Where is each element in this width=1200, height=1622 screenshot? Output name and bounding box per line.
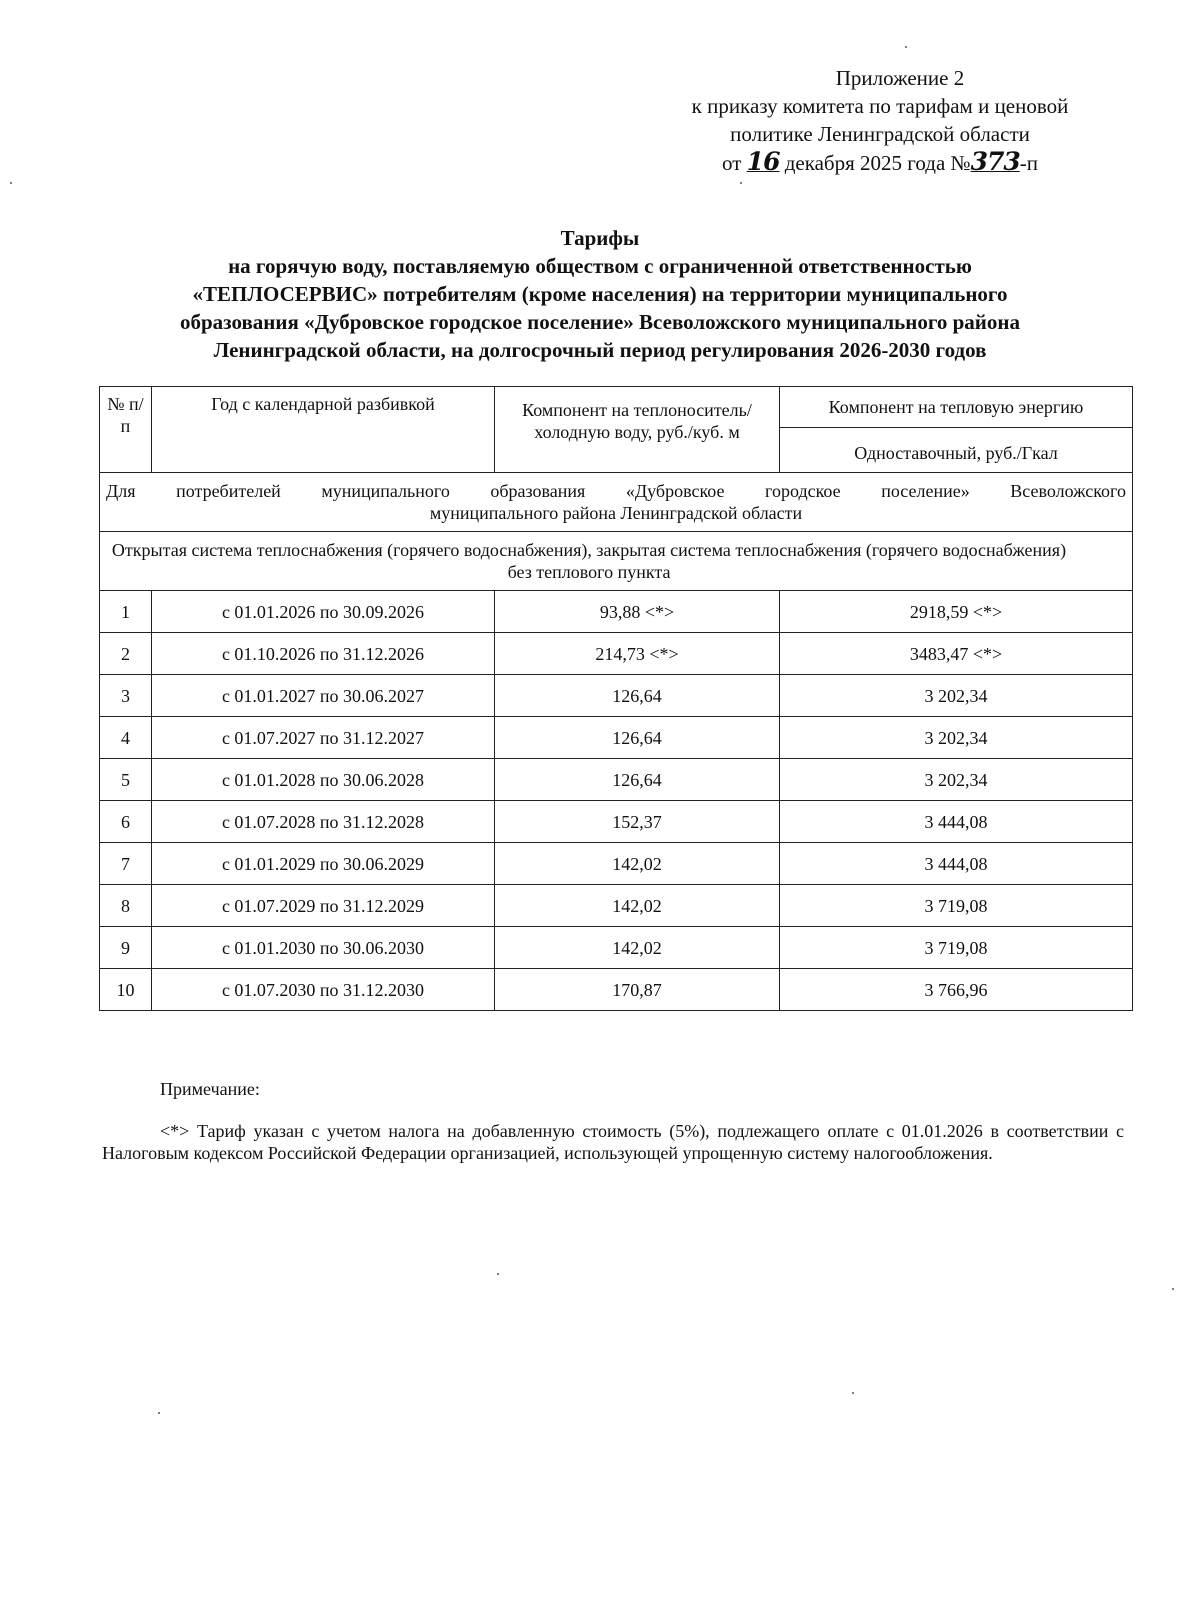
handwritten-order-number: 373 [970,147,1020,176]
handwritten-day: 16 [746,147,780,176]
header-num: № п/п [100,387,152,473]
row-num-cell: 4 [100,717,152,759]
table-row [100,969,1133,1011]
row-period-cell: с 01.01.2029 по 30.06.2029 [152,843,495,885]
row-carrier-cell: 126,64 [495,675,780,717]
row-heat-cell: 3 444,08 [780,843,1133,885]
row-num-cell: 6 [100,801,152,843]
row-heat-cell: 3 202,34 [780,717,1133,759]
system-type-row [100,532,1133,591]
title-line-4: Ленинградской области, на долгосрочный период регулирования 2026-2030 годов [213,338,987,362]
row-carrier-cell: 126,64 [495,759,780,801]
title-line-3: образования «Дубровское городское поселение» Всеволожского муниципального района [179,310,1020,334]
row-heat-cell: 3 202,34 [780,675,1133,717]
row-heat-cell: 3 719,08 [780,927,1133,969]
document-title [100,224,1100,364]
row-heat-cell: 2918,59 <*> [780,591,1133,633]
row-period-cell: с 01.01.2030 по 30.06.2030 [152,927,495,969]
table-row [100,885,1133,927]
consumers-line-2: муниципального района Ленинградской области [429,503,803,523]
date-prefix: от [722,151,742,175]
row-num-cell: 3 [100,675,152,717]
title-line-2: «ТЕПЛОСЕРВИС» потребителям (кроме населения) на территории муниципального [192,282,1008,306]
row-heat-cell: 3483,47 <*> [780,633,1133,675]
row-num-cell: 7 [100,843,152,885]
row-heat-cell: 3 766,96 [780,969,1133,1011]
row-period-cell: с 01.07.2029 по 31.12.2029 [152,885,495,927]
row-num-cell: 8 [100,885,152,927]
consumers-group-row [100,473,1133,532]
scan-speck [158,1412,160,1414]
scan-speck [740,182,742,184]
row-period-cell: с 01.01.2027 по 30.06.2027 [152,675,495,717]
row-num-cell: 2 [100,633,152,675]
consumers-line-1: Для потребителей муниципального образования «Дубровское городское поселение» Всеволожского [106,481,1126,501]
order-reference-line: к приказу комитета по тарифам и ценовой [691,94,1069,118]
scan-speck [1172,1288,1174,1290]
row-carrier-cell: 142,02 [495,885,780,927]
row-num-cell: 1 [100,591,152,633]
committee-name-line: политике Ленинградской области [730,122,1030,146]
header-carrier-component: Компонент на теплоноситель/холодную воду, руб./куб. м [495,387,780,473]
row-carrier-cell: 214,73 <*> [495,633,780,675]
row-period-cell: с 01.10.2026 по 31.12.2026 [152,633,495,675]
row-heat-cell: 3 719,08 [780,885,1133,927]
row-carrier-cell: 170,87 [495,969,780,1011]
row-period-cell: с 01.07.2030 по 31.12.2030 [152,969,495,1011]
title-line-1: на горячую воду, поставляемую обществом с ограниченной ответственностью [228,254,972,278]
order-date-line [640,148,1120,177]
row-heat-cell: 3 444,08 [780,801,1133,843]
header-heat-component: Компонент на тепловую энергию [780,387,1133,428]
table-header-row [100,387,1133,428]
row-carrier-cell: 93,88 <*> [495,591,780,633]
row-num-cell: 9 [100,927,152,969]
row-carrier-cell: 142,02 [495,843,780,885]
note-text: <*> Тариф указан с учетом налога на добавленную стоимость (5%), подлежащего оплате с 01.01.2026 в соответствии с Налоговым кодексом Российской Федерации организацией, использующей упрощенную систему налогообложения. [102,1121,1124,1163]
order-number-suffix: -п [1019,151,1038,175]
row-num-cell: 10 [100,969,152,1011]
table-row [100,843,1133,885]
scan-speck [905,46,907,48]
scan-speck [852,1392,854,1394]
consumers-group-cell [100,473,1133,532]
row-carrier-cell: 126,64 [495,717,780,759]
table-row [100,591,1133,633]
table-row [100,801,1133,843]
header-year: Год с календарной разбивкой [152,387,495,473]
table-row [100,675,1133,717]
row-carrier-cell: 152,37 [495,801,780,843]
appendix-number: Приложение 2 [835,66,965,90]
row-period-cell: с 01.01.2028 по 30.06.2028 [152,759,495,801]
scan-speck [497,1273,499,1275]
row-period-cell: с 01.07.2027 по 31.12.2027 [152,717,495,759]
table-row [100,927,1133,969]
row-heat-cell: 3 202,34 [780,759,1133,801]
row-period-cell: с 01.01.2026 по 30.09.2026 [152,591,495,633]
note-label: Примечание: [160,1079,260,1099]
appendix-header [640,64,1120,177]
table-row [100,633,1133,675]
scan-speck [10,182,12,184]
tariffs-table [99,386,1133,1011]
title-heading: Тарифы [560,226,640,250]
table-row [100,717,1133,759]
row-carrier-cell: 142,02 [495,927,780,969]
system-type-cell: Открытая система теплоснабжения (горячего водоснабжения), закрытая система теплоснабжения (горячего водоснабжения) без теплового пункта [100,532,1133,591]
row-num-cell: 5 [100,759,152,801]
header-single-rate: Одноставочный, руб./Гкал [780,428,1133,473]
table-row [100,759,1133,801]
row-period-cell: с 01.07.2028 по 31.12.2028 [152,801,495,843]
tariff-rows [100,591,1133,1011]
date-middle: декабря 2025 года № [784,151,971,175]
